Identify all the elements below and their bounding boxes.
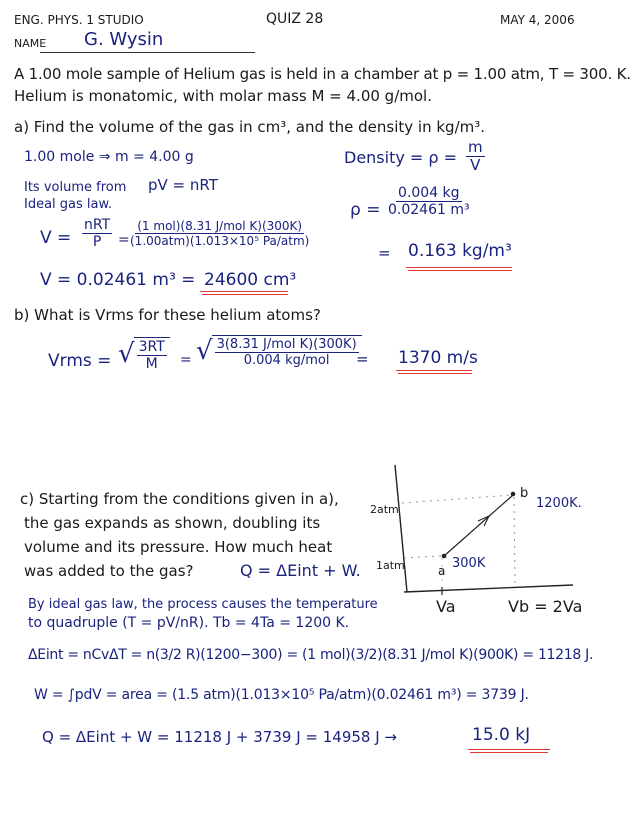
explanation-line-2: to quadruple (T = pV/nR). Tb = 4Ta = 1200 K. — [28, 615, 350, 631]
vrms-eq-2: = — [356, 350, 369, 368]
ideal-gas-equation: pV = nRT — [148, 176, 218, 194]
volume-answer-underline-2 — [202, 294, 288, 295]
pv-temp-b: 1200K. — [536, 496, 582, 511]
part-c-question-3: volume and its pressure. How much heat — [24, 538, 333, 556]
part-c-question-1: c) Starting from the conditions given in a), — [20, 490, 339, 508]
part-a-question: a) Find the volume of the gas in cm³, and the density in kg/m³. — [14, 118, 486, 136]
volume-formula — [82, 218, 112, 249]
pv-temp-a: 300K — [452, 556, 486, 571]
heat-answer-underline — [468, 749, 550, 750]
volume-result: V = 0.02461 m³ = — [40, 270, 196, 290]
density-num: m — [468, 138, 483, 156]
density-den: V — [470, 156, 481, 174]
delta-e-int-line: ΔEint = nCvΔT = n(3/2 R)(1200−300) = (1 mol)(3/2)(8.31 J/mol K)(900K) = 11218 J. — [28, 647, 594, 663]
vrms-sub-den: 0.004 kg/mol — [243, 353, 330, 368]
density-label: Density = ρ = — [344, 148, 458, 167]
volume-formula-den: P — [92, 234, 102, 250]
name-label: NAME — [14, 37, 47, 50]
rho-den: 0.02461 m³ — [388, 202, 470, 218]
rho-lhs: ρ = — [350, 200, 381, 220]
vrms-answer-underline-2 — [398, 373, 472, 374]
volume-sub-den: (1.00atm)(1.013×10⁵ Pa/atm) — [130, 234, 310, 248]
rho-eq-sign: = — [378, 244, 391, 262]
density-answer-underline-2 — [408, 270, 512, 271]
vrms-formula-den: M — [145, 356, 158, 372]
pv-y-label-2atm: 2atm — [370, 503, 399, 516]
course-title: ENG. PHYS. 1 STUDIO — [14, 13, 144, 27]
rho-fraction — [388, 186, 470, 217]
volume-intro: Its volume from — [24, 180, 127, 195]
pv-diagram — [360, 455, 637, 625]
pv-y-label-1atm: 1atm — [376, 559, 405, 572]
volume-eq-sign: = — [118, 232, 130, 248]
pv-x-label-vb: Vb = 2Va — [508, 597, 583, 616]
vrms-formula-num: 3RT — [138, 339, 165, 355]
volume-answer: 24600 cm³ — [204, 270, 297, 290]
vrms-sub-num: 3(8.31 J/mol K)(300K) — [216, 337, 357, 352]
problem-line-2: Helium is monatomic, with molar mass M = 4.00 g/mol. — [14, 87, 432, 105]
density-answer: 0.163 kg/m³ — [408, 241, 512, 261]
vrms-substitution: √ $\frac{\text{3(8.31 J/mol K)(300K)}}{\text{0.004 kg/mol}}$ — [196, 335, 362, 367]
mass-line: 1.00 mole ⇒ m = 4.00 g — [24, 149, 194, 165]
vrms-formula: √ $\frac{3RT}{M}$ — [118, 337, 170, 371]
heat-answer-underline-2 — [470, 752, 548, 753]
part-c-question-4: was added to the gas? — [24, 562, 194, 580]
volume-substitution — [130, 220, 309, 247]
vrms-answer: 1370 m/s — [398, 348, 478, 368]
volume-formula-num: nRT — [84, 217, 111, 233]
vrms-lhs: Vrms = — [48, 351, 112, 371]
pv-point-a-label: a — [438, 564, 446, 578]
vrms-eq-1: = — [180, 352, 192, 368]
quiz-title: QUIZ 28 — [266, 11, 324, 27]
heat-line: Q = ΔEint + W = 11218 J + 3739 J = 14958 J → — [42, 728, 397, 746]
student-name: G. Wysin — [84, 29, 164, 50]
pv-x-label-va: Va — [436, 597, 456, 616]
first-law-equation: Q = ΔEint + W. — [240, 561, 361, 580]
explanation-line-1: By ideal gas law, the process causes the temperature — [28, 597, 378, 612]
pv-point-b-label: b — [520, 486, 529, 501]
part-c-question-2: the gas expands as shown, doubling its — [24, 514, 321, 532]
rho-num: 0.004 kg — [398, 185, 460, 201]
density-answer-underline — [406, 267, 512, 268]
heat-answer: 15.0 kJ — [472, 725, 531, 745]
ideal-gas-law-label: Ideal gas law. — [24, 197, 113, 212]
vrms-answer-underline — [396, 370, 472, 371]
volume-answer-underline — [200, 291, 288, 292]
work-line: W = ∫pdV = area = (1.5 atm)(1.013×10⁵ Pa/atm)(0.02461 m³) = 3739 J. — [34, 687, 529, 703]
density-formula — [466, 140, 485, 173]
volume-sub-num: (1 mol)(8.31 J/mol K)(300K) — [137, 219, 303, 233]
part-b-question: b) What is Vrms for these helium atoms? — [14, 306, 321, 324]
problem-line-1: A 1.00 mole sample of Helium gas is held in a chamber at p = 1.00 atm, T = 300. K. — [14, 65, 631, 83]
name-underline — [40, 52, 255, 53]
volume-lhs: V = — [40, 228, 72, 248]
quiz-date: MAY 4, 2006 — [500, 13, 575, 27]
